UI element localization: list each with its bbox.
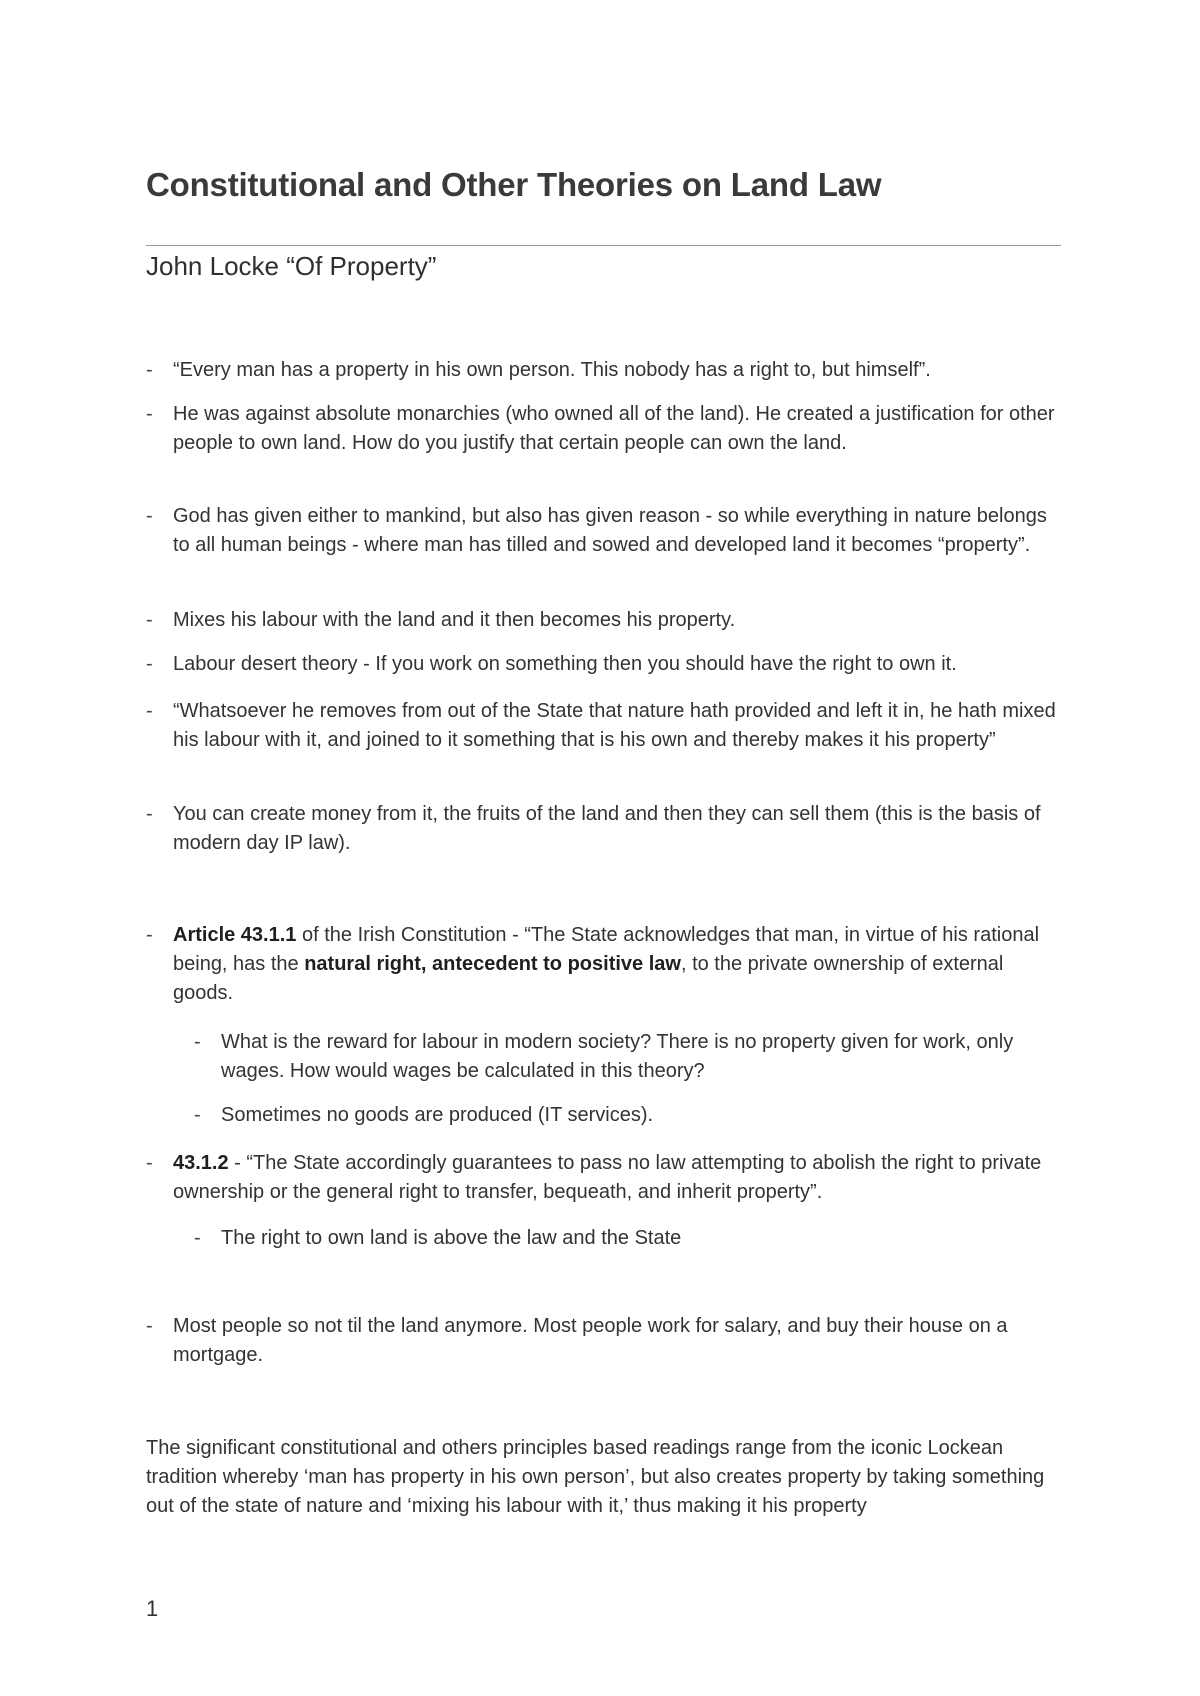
- article-text: of the Irish Constitution - “The State acknowledges that man, in virtue of his rational being, has the: [173, 924, 1040, 975]
- bullet-text: “Whatsoever he removes from out of the State that nature hath provided and left it in, he hath mixed his labour with it, and joined to it something that is his own and thereby makes it his property”: [173, 700, 1056, 751]
- sub-bullet-text: What is the reward for labour in modern society? There is no property given for work, only wages. How would wages be calculated in this theory?: [221, 1031, 1014, 1082]
- bullet-text: [173, 921, 1066, 1008]
- bullet-text: “Every man has a property in his own person. This nobody has a right to, but himself”.: [173, 359, 931, 381]
- bullet-text: Labour desert theory - If you work on something then you should have the right to own it.: [173, 653, 957, 675]
- bullet-item: [146, 697, 1066, 755]
- article-text: - “The State accordingly guarantees to pass no law attempting to abolish the right to private ownership or the general right to transfer, bequeath, and inherit property”.: [173, 1152, 1042, 1203]
- bullet-text: Most people so not til the land anymore. Most people work for salary, and buy their house on a mortgage.: [173, 1315, 1008, 1366]
- bullet-item: [146, 800, 1066, 858]
- bullet-item: [146, 400, 1066, 458]
- bullet-item: [146, 502, 1066, 560]
- sub-bullet-item: [194, 1028, 1066, 1086]
- document-title: Constitutional and Other Theories on Land Law: [146, 166, 882, 203]
- article-text: , to the private ownership of external goods.: [173, 953, 1004, 1004]
- summary-paragraph: The significant constitutional and others principles based readings range from the iconic Lockean tradition whereby ‘man has property in his own person’, but also creates property by taking something out of the state of nature and ‘mixing his labour with it,’ thus making it his property: [146, 1437, 1045, 1517]
- page-number: 1: [146, 1596, 159, 1621]
- article-label: Article 43.1.1: [173, 924, 297, 946]
- article-label: 43.1.2: [173, 1152, 229, 1174]
- bullet-text: Mixes his labour with the land and it then becomes his property.: [173, 609, 736, 631]
- bullet-text: God has given either to mankind, but also has given reason - so while everything in nature belongs to all human beings - where man has tilled and sowed and developed land it becomes “property”.: [173, 505, 1047, 556]
- sub-bullet-text: Sometimes no goods are produced (IT services).: [221, 1104, 654, 1126]
- title-divider: [146, 245, 1061, 246]
- bullet-dash: -: [194, 1104, 201, 1126]
- sub-bullet-item: [194, 1224, 1066, 1253]
- bullet-text: He was against absolute monarchies (who owned all of the land). He created a justification for other people to own land. How do you justify that certain people can own the land.: [173, 403, 1055, 454]
- bullet-text: You can create money from it, the fruits of the land and then they can sell them (this is the basis of modern day IP law).: [173, 803, 1041, 854]
- bullet-dash: -: [146, 1152, 153, 1174]
- bullet-dash: -: [146, 803, 153, 825]
- bullet-dash: -: [146, 359, 153, 381]
- sub-bullet-text: The right to own land is above the law and the State: [221, 1227, 682, 1249]
- bullet-dash: -: [146, 924, 153, 946]
- bullet-dash: -: [146, 1315, 153, 1337]
- bullet-dash: -: [146, 653, 153, 675]
- section-heading: John Locke “Of Property”: [146, 251, 437, 281]
- bullet-dash: -: [146, 609, 153, 631]
- article-43-1-2-bullet: [146, 1149, 1066, 1207]
- bullet-item: [146, 650, 1066, 679]
- bullet-item: [146, 1312, 1066, 1370]
- bullet-text: [173, 1149, 1066, 1207]
- bullet-dash: -: [146, 505, 153, 527]
- article-43-1-1-bullet: [146, 921, 1066, 1008]
- bullet-dash: -: [146, 403, 153, 425]
- bullet-dash: -: [194, 1227, 201, 1249]
- bullet-dash: -: [194, 1031, 201, 1053]
- article-emphasis: natural right, antecedent to positive law: [304, 953, 681, 975]
- bullet-item: [146, 356, 1066, 385]
- bullet-dash: -: [146, 700, 153, 722]
- sub-bullet-item: [194, 1101, 1066, 1130]
- bullet-item: [146, 606, 1066, 635]
